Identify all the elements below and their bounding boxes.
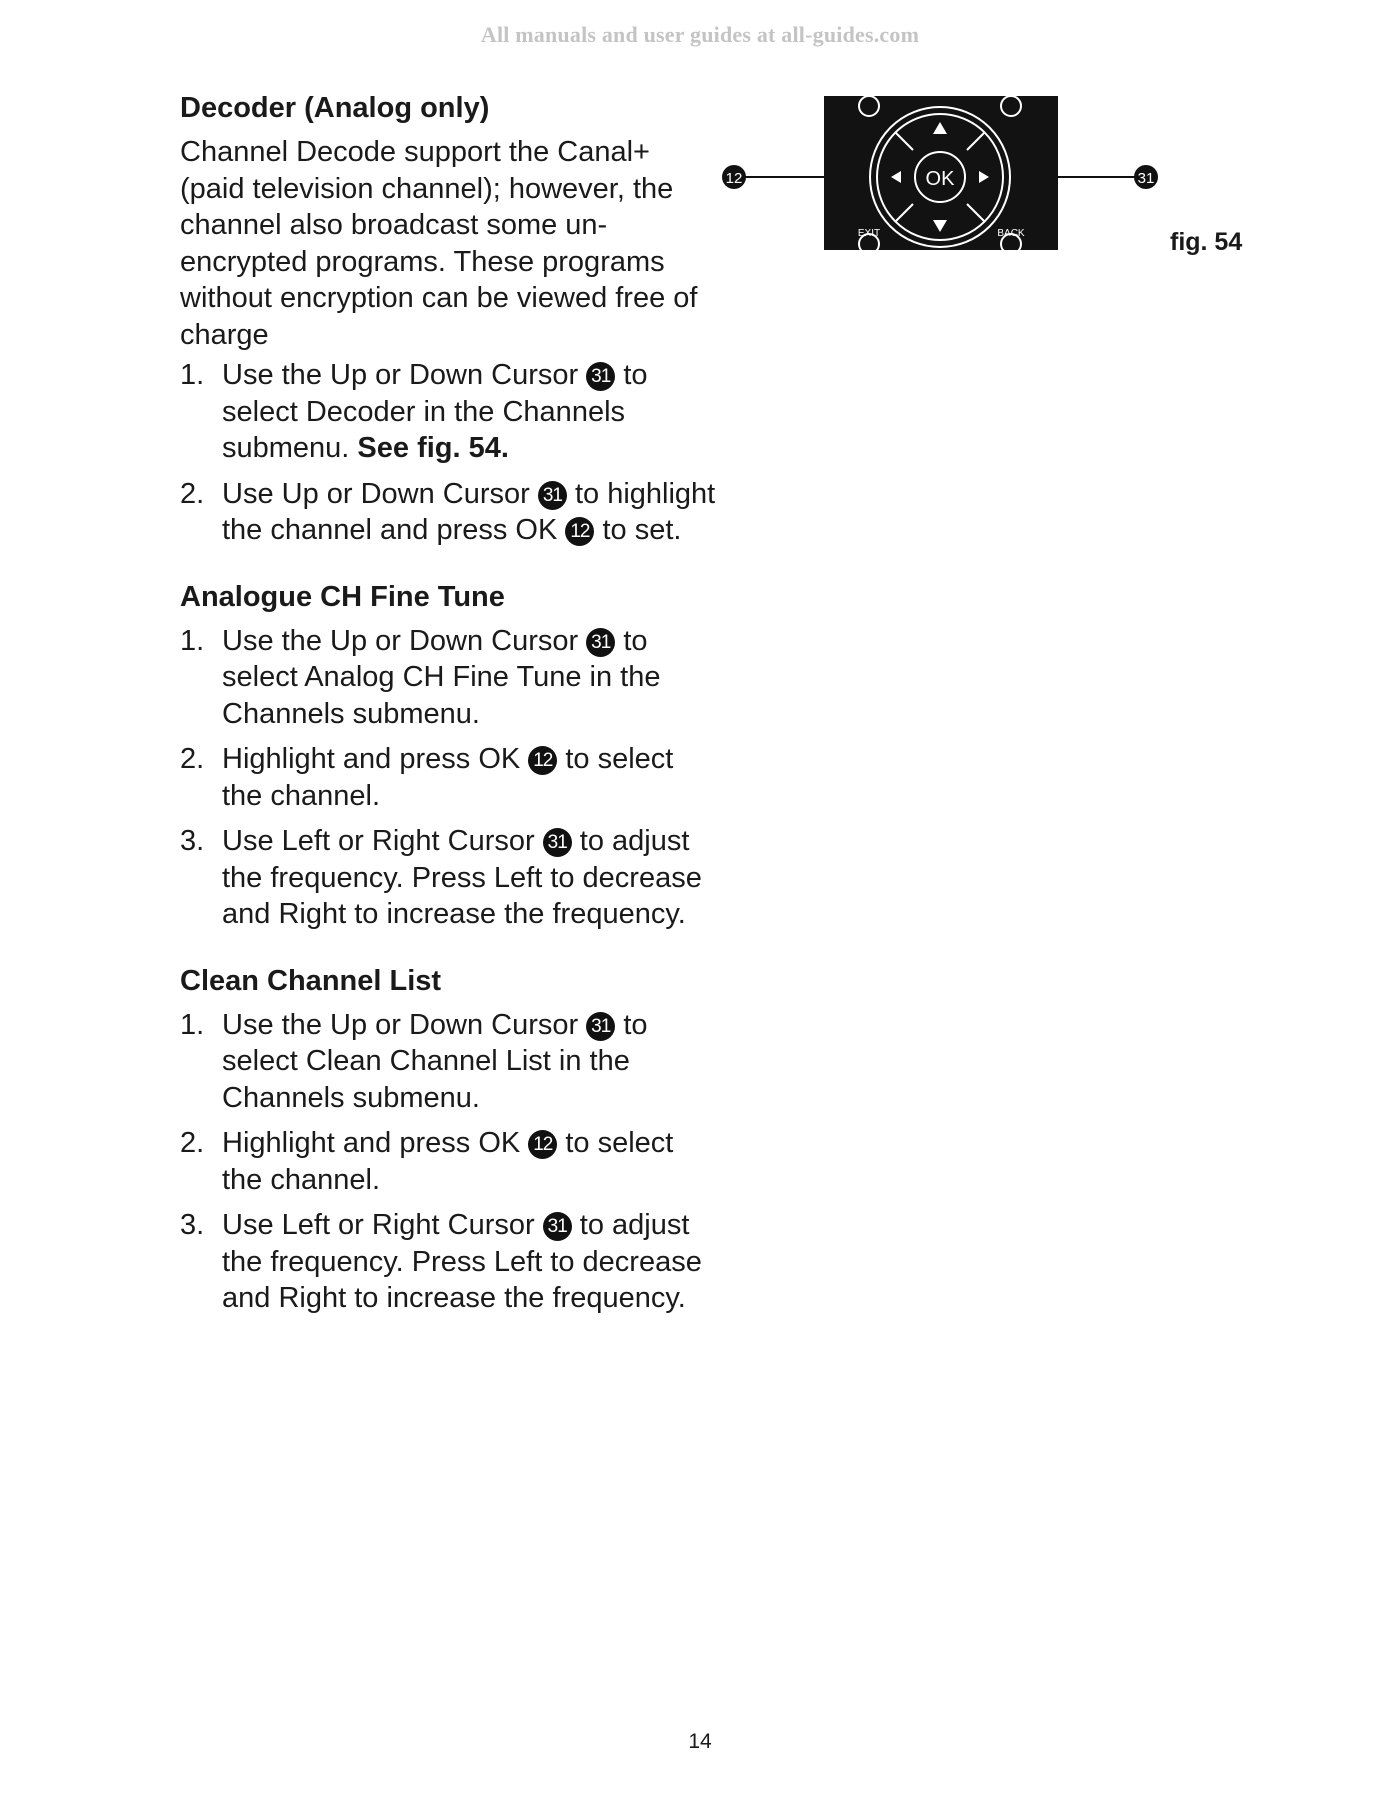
callout-badge: 12 — [528, 746, 557, 775]
step-text: Use the Up or Down Cursor — [222, 624, 579, 657]
step-text: to adjust the frequency. Press Left to decrease and Right to increase the frequency. — [222, 825, 702, 930]
section-fine-tune — [180, 579, 720, 933]
intro-paragraph: Channel Decode support the Canal+ (paid television channel); however, the channel also broadcast some un-encrypted programs. These programs without encryption can be viewed free of charge — [180, 136, 698, 351]
main-column — [180, 90, 720, 1347]
step-text: Highlight and press OK — [222, 1127, 521, 1159]
section-heading: Decoder (Analog only) — [180, 92, 490, 124]
step-number: 2. — [180, 477, 205, 510]
callout-number-left: 12 — [725, 170, 743, 187]
step-text: Highlight and press OK — [222, 743, 521, 775]
step-text: Use Left or Right Cursor — [222, 825, 535, 857]
watermark: All manuals and user guides at all-guides.com — [480, 22, 920, 47]
section-clean-channel-list — [180, 963, 720, 1317]
step-text: Use Up or Down Cursor — [222, 477, 530, 510]
step-text: to select Analog CH Fine Tune in the Channels submenu. — [222, 624, 661, 730]
step-text: to adjust the frequency. Press Left to decrease and Right to increase the frequency. — [222, 1209, 702, 1314]
step-text: to select the channel. — [222, 743, 674, 812]
step-number: 3. — [180, 825, 205, 857]
remote-diagram — [714, 96, 1274, 296]
step-list — [180, 1007, 720, 1317]
callout-badge: 31 — [586, 1012, 615, 1041]
callout-badge: 12 — [528, 1130, 557, 1159]
step-number: 3. — [180, 1209, 205, 1241]
list-item — [180, 823, 720, 933]
step-text: to select Decoder in the Channels submenu. — [222, 359, 648, 464]
section-heading: Analogue CH Fine Tune — [180, 580, 505, 613]
step-list — [180, 357, 720, 549]
list-item — [180, 741, 720, 814]
callout-badge: 31 — [538, 481, 567, 510]
section-decoder — [180, 90, 720, 549]
callout-badge: 31 — [586, 362, 615, 391]
step-list — [180, 623, 720, 933]
section-heading: Clean Channel List — [180, 964, 442, 997]
figure-caption: fig. 54 — [1170, 228, 1243, 256]
back-label: BACK — [997, 228, 1025, 239]
step-text: Use Left or Right Cursor — [222, 1209, 535, 1241]
step-number: 2. — [180, 743, 205, 775]
list-item — [180, 476, 720, 549]
step-number: 1. — [180, 1008, 205, 1041]
ok-button-label: OK — [925, 168, 955, 190]
step-text: to select the channel. — [222, 1127, 674, 1196]
callout-badge: 31 — [543, 1212, 572, 1241]
list-item — [180, 357, 720, 467]
step-text: Use the Up or Down Cursor — [222, 359, 579, 391]
figure-remote-navigation — [714, 96, 1274, 296]
step-text: to select Clean Channel List in the Channels submenu. — [222, 1008, 648, 1114]
step-number: 1. — [180, 359, 205, 391]
step-number: 2. — [180, 1127, 205, 1159]
step-text: Use the Up or Down Cursor — [222, 1008, 579, 1041]
callout-badge: 31 — [543, 828, 572, 857]
callout-badge: 31 — [586, 628, 615, 657]
list-item — [180, 1125, 720, 1198]
step-number: 1. — [180, 624, 205, 657]
step-text: to set. — [602, 514, 682, 546]
callout-number-right: 31 — [1137, 170, 1155, 187]
callout-badge: 12 — [565, 517, 594, 546]
exit-label: EXIT — [857, 228, 881, 239]
list-item — [180, 623, 720, 733]
list-item — [180, 1007, 720, 1117]
page-number: 14 — [688, 1730, 712, 1753]
step-text: to highlight the channel and press OK — [222, 477, 716, 546]
list-item — [180, 1207, 720, 1317]
figure-reference: See fig. 54. — [357, 432, 509, 464]
